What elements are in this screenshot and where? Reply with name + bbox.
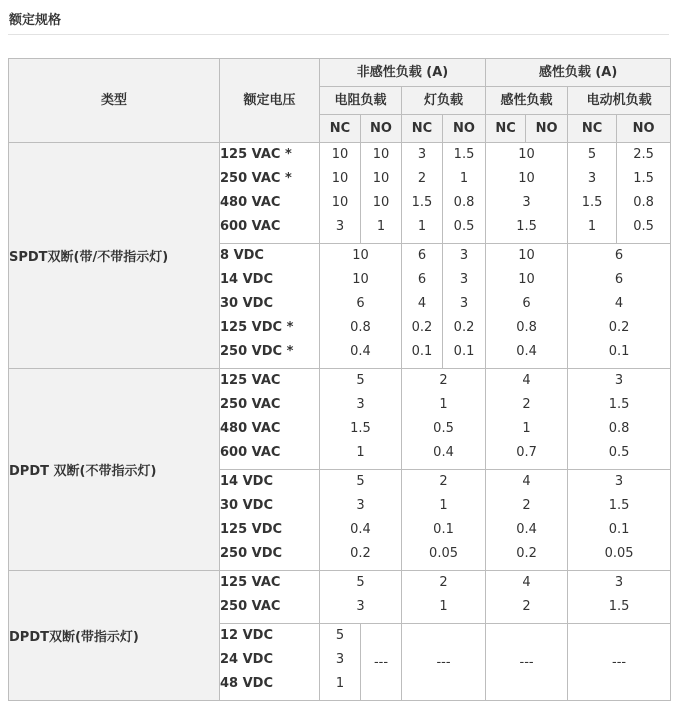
header-no: NO <box>526 115 568 143</box>
rating-value: 2 <box>417 171 427 186</box>
rating-value: 5 <box>587 147 597 162</box>
title-divider <box>8 34 669 35</box>
voltage-label: 8 VDC <box>220 248 264 263</box>
value-cell <box>486 244 568 369</box>
rating-value: 3 <box>459 296 469 311</box>
header-lamp: 灯负载 <box>402 87 486 115</box>
voltage-label: 250 VAC <box>220 599 281 614</box>
value-cell <box>486 470 568 571</box>
header-nc: NC <box>568 115 617 143</box>
rating-value: 0.4 <box>350 522 371 537</box>
rating-value: 0.05 <box>429 546 458 561</box>
rating-value: 0.8 <box>350 320 371 335</box>
rating-value: 5 <box>356 575 365 590</box>
rating-value: 0.8 <box>453 195 475 210</box>
rating-value: 0.1 <box>433 522 454 537</box>
voltage-label: 125 VAC <box>220 373 281 388</box>
voltage-label: 14 VDC <box>220 272 274 287</box>
voltage-cell <box>220 571 320 624</box>
rating-value: 3 <box>356 599 365 614</box>
rating-value: 3 <box>335 652 345 667</box>
rating-value: 3 <box>356 498 365 513</box>
rating-value: 0.1 <box>608 522 630 537</box>
rating-value: 0.8 <box>633 195 654 210</box>
rating-value: 10 <box>518 171 535 186</box>
rating-value: 1 <box>439 397 448 412</box>
page-title: 额定规格 <box>9 13 62 28</box>
voltage-label: 14 VDC <box>220 474 274 489</box>
rating-value: 0.2 <box>350 546 371 561</box>
rating-value: 3 <box>587 171 597 186</box>
value-cell <box>402 143 443 244</box>
rating-value: 5 <box>356 474 365 489</box>
value-cell <box>568 470 671 571</box>
rating-value: 4 <box>614 296 624 311</box>
voltage-label: 125 VAC * <box>220 147 292 162</box>
not-applicable-cell: --- <box>486 624 568 701</box>
rating-value: 2 <box>439 373 448 388</box>
rating-value: 0.05 <box>604 546 634 561</box>
value-cell <box>402 369 486 470</box>
value-cell <box>402 244 443 369</box>
voltage-label: 250 VDC * <box>220 344 294 359</box>
rating-value: 10 <box>518 248 535 263</box>
value-cell <box>320 369 402 470</box>
rating-value: 0.1 <box>453 344 475 359</box>
value-cell <box>568 244 671 369</box>
voltage-label: 600 VAC <box>220 445 281 460</box>
rating-value: 1 <box>356 445 365 460</box>
header-nc: NC <box>486 115 526 143</box>
rating-value: 0.7 <box>516 445 537 460</box>
table-row <box>9 369 671 470</box>
rating-value: 3 <box>356 397 365 412</box>
rating-value: 2 <box>439 575 448 590</box>
rating-value: 1 <box>459 171 469 186</box>
rating-value: 10 <box>518 147 535 162</box>
rating-value: 5 <box>356 373 365 388</box>
rating-value: 0.8 <box>516 320 537 335</box>
rating-value: 0.4 <box>350 344 371 359</box>
header-type: 类型 <box>9 59 220 143</box>
rating-value: 1.5 <box>516 219 537 234</box>
voltage-cell <box>220 369 320 470</box>
header-row-1 <box>9 59 671 87</box>
value-cell <box>568 143 617 244</box>
rating-value: 1 <box>522 421 531 436</box>
value-cell <box>568 369 671 470</box>
voltage-label: 480 VAC <box>220 195 281 210</box>
value-cell <box>320 143 361 244</box>
rating-value: 6 <box>417 272 427 287</box>
rating-value: 0.2 <box>516 546 537 561</box>
voltage-label: 250 VAC <box>220 397 281 412</box>
value-cell <box>361 143 402 244</box>
rating-value: 1 <box>417 219 427 234</box>
voltage-label: 600 VAC <box>220 219 281 234</box>
rating-value: 5 <box>335 628 345 643</box>
rating-value: 1 <box>439 498 448 513</box>
voltage-label: 125 VDC * <box>220 320 294 335</box>
rating-value: 0.5 <box>453 219 475 234</box>
voltage-label: 12 VDC <box>220 628 274 643</box>
header-inductive: 感性负载 (A) <box>486 59 671 87</box>
voltage-label: 125 VDC <box>220 522 283 537</box>
rating-spec-table <box>8 58 671 701</box>
rating-value: 1.5 <box>411 195 433 210</box>
rating-value: 0.1 <box>608 344 630 359</box>
type-cell-spdt: SPDT双断(带/不带指示灯) <box>9 143 220 369</box>
rating-value: 3 <box>459 248 469 263</box>
header-inductive-load: 感性负载 <box>486 87 568 115</box>
rating-value: 0.5 <box>433 421 454 436</box>
rating-value: 0.2 <box>608 320 630 335</box>
rating-value: 10 <box>518 272 535 287</box>
table-row <box>9 143 671 244</box>
rating-value: 0.2 <box>453 320 475 335</box>
value-cell <box>402 470 486 571</box>
rating-value: 0.4 <box>516 522 537 537</box>
rating-value: 2 <box>522 599 531 614</box>
rating-value: 10 <box>331 171 349 186</box>
rating-value: 10 <box>352 248 369 263</box>
rating-value: 4 <box>522 575 531 590</box>
rating-value: 6 <box>356 296 365 311</box>
rating-value: 1.5 <box>608 397 630 412</box>
rating-value: 1.5 <box>633 171 654 186</box>
header-no: NO <box>443 115 486 143</box>
rating-value: 3 <box>614 474 624 489</box>
not-applicable-cell: --- <box>402 624 486 701</box>
value-cell <box>486 571 568 624</box>
type-cell-dpdt: DPDT 双断(不带指示灯) <box>9 369 220 571</box>
rating-value: 3 <box>459 272 469 287</box>
value-cell <box>486 369 568 470</box>
value-cell <box>320 624 361 701</box>
header-motor: 电动机负载 <box>568 87 671 115</box>
header-nc: NC <box>320 115 361 143</box>
rating-value: 1 <box>439 599 448 614</box>
rating-value: 1.5 <box>581 195 603 210</box>
type-cell-dpdt-indicator: DPDT双断(带指示灯) <box>9 571 220 701</box>
rating-value: 6 <box>417 248 427 263</box>
rating-value: 10 <box>372 147 390 162</box>
value-cell <box>443 143 486 244</box>
rating-value: 3 <box>417 147 427 162</box>
value-cell <box>402 571 486 624</box>
rating-value: 1 <box>335 676 345 691</box>
rating-value: 10 <box>372 195 390 210</box>
header-nc: NC <box>402 115 443 143</box>
voltage-label: 24 VDC <box>220 652 274 667</box>
rating-value: 4 <box>522 474 531 489</box>
voltage-label: 48 VDC <box>220 676 274 691</box>
header-voltage: 额定电压 <box>220 59 320 143</box>
value-cell <box>443 244 486 369</box>
rating-value: 2.5 <box>633 147 654 162</box>
header-resistive: 电阻负载 <box>320 87 402 115</box>
value-cell <box>320 571 402 624</box>
rating-value: 2 <box>522 498 531 513</box>
voltage-label: 30 VDC <box>220 296 274 311</box>
rating-value: 0.4 <box>433 445 454 460</box>
voltage-cell <box>220 244 320 369</box>
rating-value: 10 <box>331 147 349 162</box>
rating-value: 6 <box>614 272 624 287</box>
header-noninductive: 非感性负载 (A) <box>320 59 486 87</box>
rating-value: 10 <box>372 171 390 186</box>
voltage-label: 125 VAC <box>220 575 281 590</box>
voltage-cell <box>220 143 320 244</box>
header-no: NO <box>617 115 671 143</box>
rating-value: 1 <box>587 219 597 234</box>
voltage-label: 250 VAC * <box>220 171 292 186</box>
voltage-cell <box>220 624 320 701</box>
rating-value: 1 <box>376 219 386 234</box>
rating-value: 3 <box>522 195 531 210</box>
value-cell <box>320 244 402 369</box>
voltage-label: 480 VAC <box>220 421 281 436</box>
value-cell <box>486 143 568 244</box>
rating-value: 1.5 <box>350 421 371 436</box>
rating-value: 6 <box>522 296 531 311</box>
rating-value: 1.5 <box>453 147 475 162</box>
value-cell <box>617 143 671 244</box>
value-cell <box>320 470 402 571</box>
rating-value: 2 <box>522 397 531 412</box>
rating-value: 10 <box>331 195 349 210</box>
voltage-cell <box>220 470 320 571</box>
rating-value: 0.2 <box>411 320 433 335</box>
rating-value: 1.5 <box>608 599 630 614</box>
rating-value: 6 <box>614 248 624 263</box>
rating-value: 3 <box>614 575 624 590</box>
not-applicable-cell: --- <box>568 624 671 701</box>
table-row <box>9 571 671 624</box>
voltage-label: 30 VDC <box>220 498 274 513</box>
rating-value: 0.1 <box>411 344 433 359</box>
voltage-label: 250 VDC <box>220 546 283 561</box>
rating-value: 3 <box>335 219 345 234</box>
rating-value: 10 <box>352 272 369 287</box>
rating-value: 2 <box>439 474 448 489</box>
rating-value: 4 <box>417 296 427 311</box>
rating-value: 0.4 <box>516 344 537 359</box>
rating-value: 4 <box>522 373 531 388</box>
not-applicable-cell: --- <box>361 624 402 701</box>
rating-value: 0.8 <box>608 421 630 436</box>
rating-value: 0.5 <box>608 445 630 460</box>
rating-value: 0.5 <box>633 219 654 234</box>
rating-value: 3 <box>614 373 624 388</box>
header-no: NO <box>361 115 402 143</box>
value-cell <box>568 571 671 624</box>
rating-value: 1.5 <box>608 498 630 513</box>
